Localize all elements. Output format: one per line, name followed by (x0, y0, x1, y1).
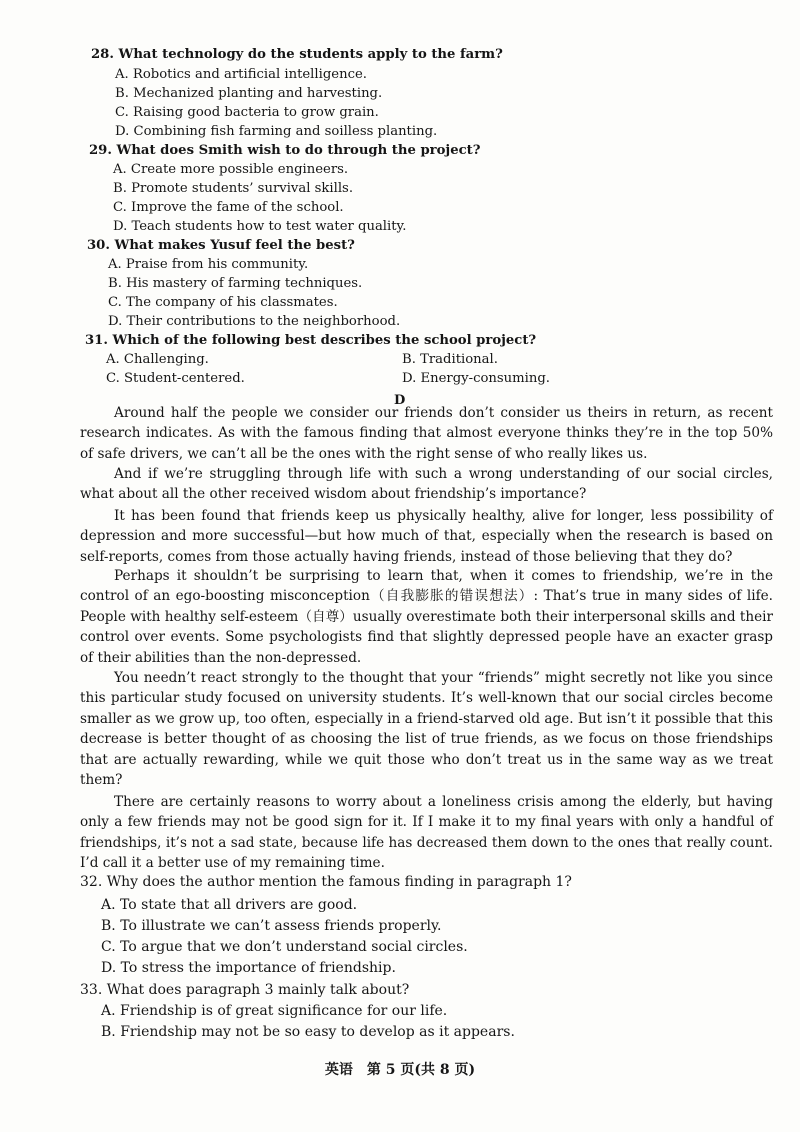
question-29-option-d: D. Teach students how to test water quality. (113, 219, 407, 234)
question-32-option-c: C. To argue that we don’t understand social circles. (101, 939, 468, 955)
question-32-stem: 32. Why does the author mention the famous finding in paragraph 1? (80, 874, 572, 890)
question-30-stem: 30. What makes Yusuf feel the best? (87, 238, 355, 253)
question-29-option-c: C. Improve the fame of the school. (113, 200, 344, 215)
question-28-option-d: D. Combining fish farming and soilless planting. (115, 124, 438, 139)
question-30-option-b: B. His mastery of farming techniques. (108, 276, 363, 291)
question-28-option-c: C. Raising good bacteria to grow grain. (115, 105, 379, 120)
question-30-option-c: C. The company of his classmates. (108, 295, 338, 310)
question-32-option-a: A. To state that all drivers are good. (101, 897, 358, 913)
question-30-option-d: D. Their contributions to the neighborhood. (108, 314, 401, 329)
question-31-option-d: D. Energy-consuming. (402, 371, 550, 386)
question-28-stem: 28. What technology do the students apply to the farm? (91, 47, 503, 62)
question-32-option-b: B. To illustrate we can’t assess friends properly. (101, 918, 442, 934)
question-33-option-a: A. Friendship is of great significance for our life. (101, 1003, 448, 1019)
passage-paragraph-4: Perhaps it shouldn’t be surprising to learn that, when it comes to friendship, we’re in the control of an ego-boosting misconception（自我膨胀的错误想法）: That’s true in many sides of life. People with healthy self-esteem（自尊）usually overestimate both their interpersonal skills and their control over events. Some psychologists find that slightly depressed people have an exacter grasp of their abilities than the non-depressed. (80, 568, 773, 666)
passage-paragraph-3: It has been found that friends keep us physically healthy, alive for longer, less possibility of depression and more successful—but how much of that, especially when the research is based on self-reports, comes from those actually having friends, instead of those believing that they do? (80, 508, 773, 565)
question-31-option-c: C. Student-centered. (106, 371, 245, 386)
question-28-option-b: B. Mechanized planting and harvesting. (115, 86, 383, 101)
passage-paragraph-5: You needn’t react strongly to the thought that your “friends” might secretly not like you since this particular study focused on university students. It’s well-known that our social circles become smaller as we grow up, too often, especially in a friend-starved old age. But isn’t it possible that this decrease is better thought of as choosing the list of true friends, as we focus on those friendships that are actually rewarding, while we quit those who don’t treat us in the same way as we treat them? (80, 670, 773, 789)
question-31-stem: 31. Which of the following best describes the school project? (85, 333, 537, 348)
question-33-option-b: B. Friendship may not be so easy to develop as it appears. (101, 1024, 515, 1040)
question-31-option-a: A. Challenging. (106, 352, 209, 367)
question-29-option-a: A. Create more possible engineers. (113, 162, 349, 177)
question-28-option-a: A. Robotics and artificial intelligence. (115, 67, 367, 82)
question-32-option-d: D. To stress the importance of friendship. (101, 960, 396, 976)
question-33-stem: 33. What does paragraph 3 mainly talk about? (80, 982, 410, 998)
question-30-option-a: A. Praise from his community. (108, 257, 309, 272)
question-31-option-b: B. Traditional. (402, 352, 498, 367)
passage-paragraph-6: There are certainly reasons to worry about a loneliness crisis among the elderly, but having only a few friends may not be good sign for it. If I make it to my final years with only a handful of friendships, it’s not a sad state, because life has decreased them down to the ones that really count. I’d call it a better use of my remaining time. (80, 794, 773, 872)
passage-paragraph-1: Around half the people we consider our friends don’t consider us theirs in return, as recent research indicates. As with the famous finding that almost everyone thinks they’re in the top 50% of safe drivers, we can’t all be the ones with the right sense of who really likes us. (80, 405, 773, 462)
page-footer: 英语 第 5 页(共 8 页) (324, 1062, 476, 1078)
section-label: D (394, 393, 406, 408)
passage-paragraph-2: And if we’re struggling through life with such a wrong understanding of our social circles, what about all the other received wisdom about friendship’s importance? (80, 466, 773, 503)
question-29-option-b: B. Promote students’ survival skills. (113, 181, 354, 196)
question-29-stem: 29. What does Smith wish to do through the project? (89, 143, 481, 158)
